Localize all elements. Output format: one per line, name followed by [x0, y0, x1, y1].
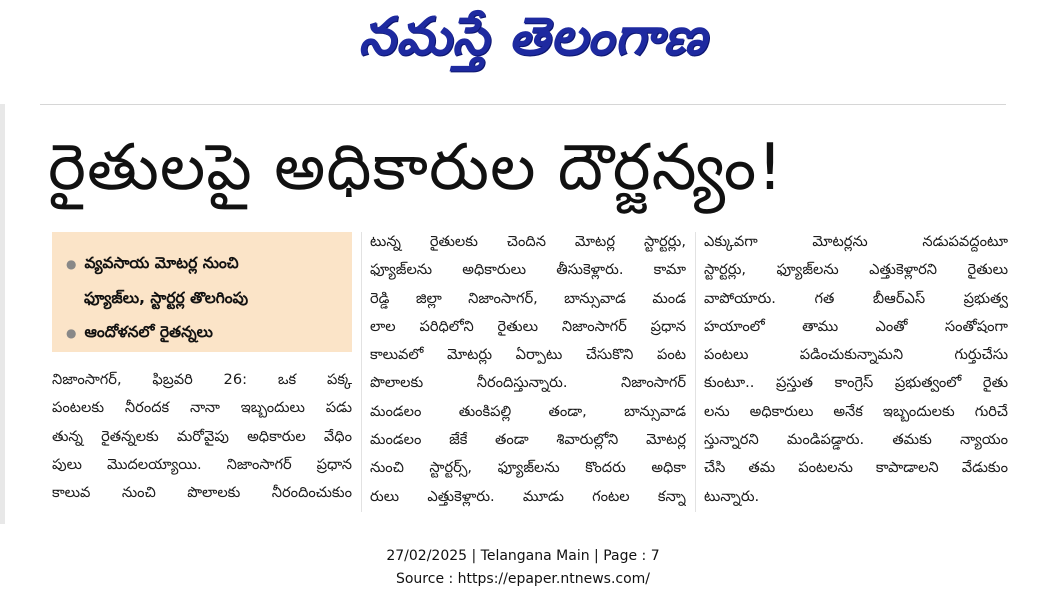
text-line: స్తున్నారని మండిపడ్డారు. తమకు న్యాయం	[704, 431, 1008, 449]
text-line: వాపోయారు. గత బీఆర్‌ఎస్ ప్రభుత్వ	[704, 289, 1008, 307]
text-line: స్టార్టర్లు, ఫ్యూజ్‌లను ఎత్తుకెళ్లారని రైతులు	[704, 261, 1008, 279]
highlight-text: వ్యవసాయ మోటర్ల నుంచి	[84, 254, 239, 272]
text-line: చేసి తమ పంటలను కాపాడాలని వేడుకుం	[704, 459, 1008, 477]
text-line: కాలువలో మోటర్లు ఏర్పాటు చేసుకొని పంట	[370, 346, 686, 364]
article-column-3	[704, 228, 1008, 511]
text-line: లాల పరిధిలోని రైతులు నిజాంసాగర్ ప్రధాన	[370, 317, 686, 335]
article-column-1	[52, 366, 352, 507]
highlight-text: ఫ్యూజ్‌లు, స్టార్టర్ల తొలగింపు	[84, 289, 249, 307]
text-line: రులు ఎత్తుకెళ్లారు. మూడు గంటల కన్నా	[370, 487, 686, 505]
text-line: లను అధికారులు అనేక ఇబ్బందులకు గురిచే	[704, 402, 1008, 420]
text-line: మండలం తుంకిపల్లి తండా, బాన్సువాడ	[370, 402, 686, 420]
highlight-item	[66, 315, 342, 350]
text-line: పంటలు పడించుకున్నామని గుర్తుచేసు	[704, 346, 1008, 364]
text-line: కాలువ నుంచి పొలాలకు నీరందించుకుం	[52, 484, 352, 502]
text-line: పులు మొదలయ్యాయి. నిజాంసాగర్ ప్రధాన	[52, 455, 352, 473]
masthead-logo: నమస్తే తెలంగాణ	[358, 6, 708, 67]
column-divider	[695, 232, 696, 512]
text-line: పంటలకు నీరందక నానా ఇబ్బందులు పడు	[52, 399, 352, 417]
article-column-2	[370, 228, 686, 511]
text-line: టున్నారు.	[704, 487, 760, 505]
bullet-icon: ●	[66, 257, 77, 271]
highlight-item	[66, 281, 342, 315]
text-line: ఫ్యూజ్‌లను అధికారులు తీసుకెళ్లారు. కామా	[370, 261, 686, 279]
newspaper-masthead	[0, 0, 1046, 104]
text-line: మండలం జేకే తండా శివారుల్లోని మోటర్ల	[370, 431, 686, 449]
page-edge-shadow	[0, 104, 5, 524]
text-line: నిజాంసాగర్, ఫిబ్రవరి 26: ఒక పక్క	[52, 371, 352, 388]
text-line: నుంచి స్టార్టర్స్, ఫ్యూజ్‌లను కొందరు అధికా	[370, 459, 686, 477]
masthead-divider	[40, 104, 1006, 105]
highlight-text: ఆందోళనలో రైతన్నలు	[84, 323, 213, 341]
text-line: ఎక్కువగా మోటర్లను నడుపవద్దంటూ	[704, 233, 1008, 250]
article-headline: రైతులపై అధికారుల దౌర్జన్యం!	[48, 131, 784, 205]
source-link[interactable]: Source : https://epaper.ntnews.com/	[395, 571, 651, 587]
text-line: హయాంలో తాము ఎంతో సంతోషంగా	[704, 317, 1008, 335]
bullet-icon: ●	[66, 326, 77, 340]
highlight-item	[66, 246, 342, 281]
text-line: కుంటూ.. ప్రస్తుత కాంగ్రెస్ ప్రభుత్వంలో రైతు	[704, 374, 1008, 392]
column-divider	[361, 232, 362, 512]
text-line: పొలాలకు నీరందిస్తున్నారు. నిజాంసాగర్	[370, 374, 686, 392]
text-line: రెడ్డి జిల్లా నిజాంసాగర్, బాన్సువాడ మండ	[370, 289, 686, 307]
edition-info: 27/02/2025 | Telangana Main | Page : 7	[386, 548, 660, 564]
highlights-box	[52, 232, 352, 352]
text-line: తున్న రైతన్నలకు మరోవైపు అధికారుల వేధిం	[52, 427, 352, 445]
text-line: టున్న రైతులకు చెందిన మోటర్ల స్టార్టర్లు,	[370, 233, 686, 250]
